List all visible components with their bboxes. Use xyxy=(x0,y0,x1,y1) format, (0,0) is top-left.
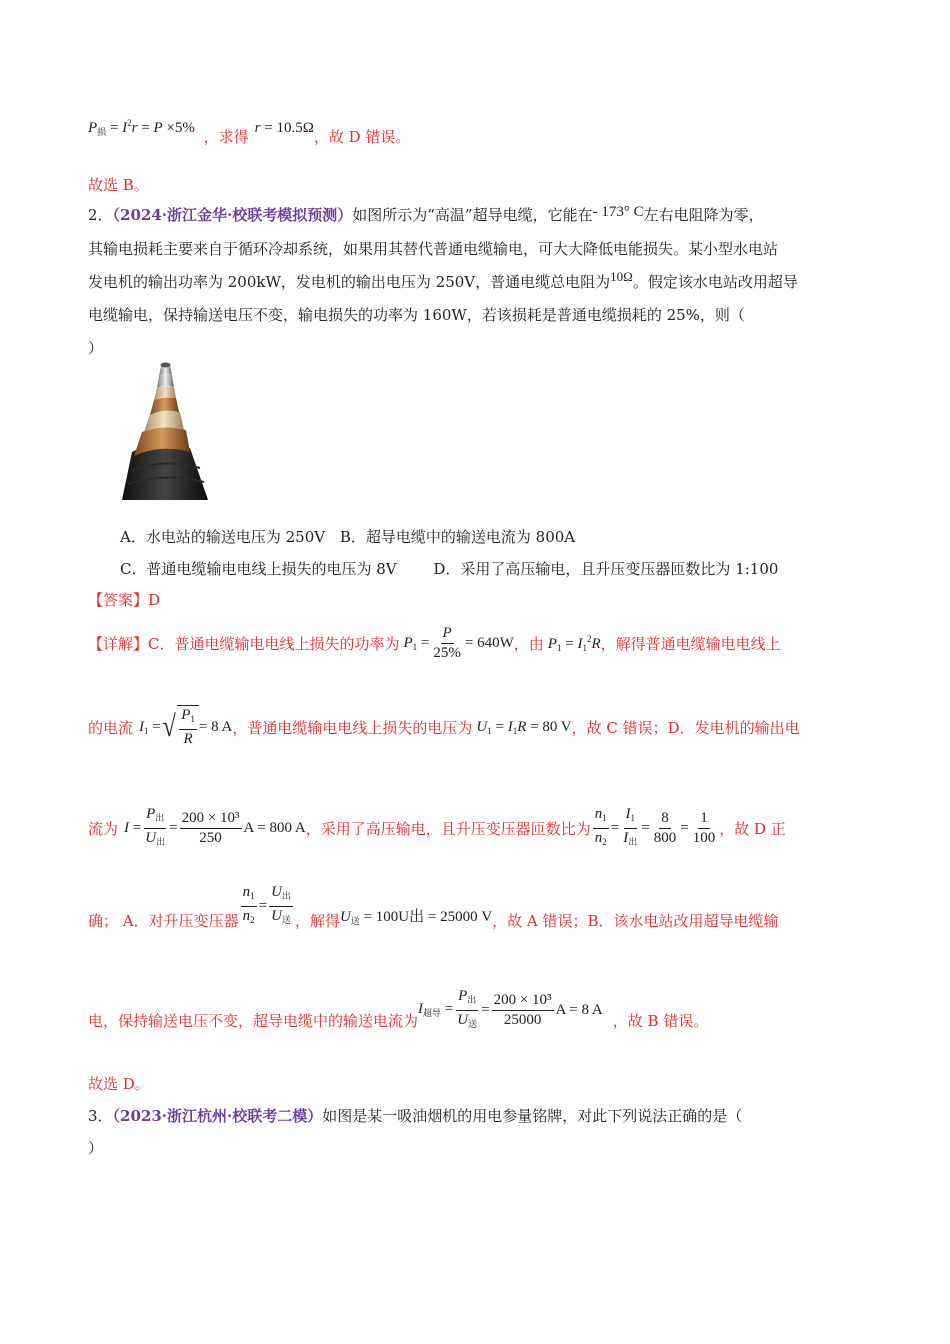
q2-line2: 其输电损耗主要来自于循环冷却系统，如果用其替代普通电缆输电，可大大降低电能损失。某小型水电站 xyxy=(88,240,779,258)
detail-eq: 800 xyxy=(653,829,677,846)
option-b[interactable]: B．超导电缆中的输送电流为 800A xyxy=(339,528,576,546)
answer-label: 【答案】 xyxy=(88,591,149,609)
detail-eq: 200 × 10³ xyxy=(492,991,554,1011)
detail-text: 电，保持输送电压不变，超导电缆中的输送电流为 xyxy=(88,1011,419,1030)
option-d[interactable]: D．采用了高压输电，且升压变压器匝数比为 1:100 xyxy=(433,560,779,578)
detail-text: ，故 C 错误；D．发电机的输出电 xyxy=(571,718,800,737)
detail-text: ，故 B 错误。 xyxy=(612,1011,709,1030)
q2-options-row2 xyxy=(120,557,778,581)
detail-eq: A = 8 A xyxy=(555,1001,603,1018)
detail-eq: 25000 xyxy=(503,1011,542,1028)
detail-line5: 电，保持输送电压不变，超导电缆中的输送电流为 $I_{超导}$ = $\frac{P_出}{U_送}$ = $\frac{\text{200 × 10³}}{25000}$ A = 8 A ，故 B 错误。 xyxy=(88,987,709,1030)
q2-text: 如图所示为“高温”超导电缆，它能在 xyxy=(352,206,593,224)
detail-text: ，由 xyxy=(513,634,544,653)
detail-text: ，故 D 正 xyxy=(719,819,786,838)
q3-line2: ） xyxy=(88,1139,104,1157)
detail-line3: 流为 I = $\frac{P_出}{U_出}$ = $\frac{\text{200 × 10³}}{250}$ A = 800 A ，采用了高压输电，且升压变压器匝数比为 $\frac{n_1}{n_2}$ = $\frac{I_1}{I_出}$ = $\frac{8}{800}$ = $\frac{1}{100}$ ，故 D 正 xyxy=(88,805,786,847)
detail-text: 确； A．对升压变压器 xyxy=(88,911,239,930)
detail-eq: 200 × 10³ xyxy=(180,809,242,829)
q3-text: 如图是某一吸油烟机的用电参量铭牌，对此下列说法正确的是（ xyxy=(322,1107,743,1125)
q2-options-row1 xyxy=(120,525,575,549)
detail-eq: = 100U出 = 25000 V xyxy=(363,909,493,925)
detail-line4: 确； A．对升压变压器 $\frac{n_1}{n_2}$ = $\frac{U_出}{U_送}$ ，解得 $U_送 = 100U$出 = 25000 V ，故 A 错误；B．该水电站改用超导电缆输 xyxy=(88,883,779,930)
detail-eq: 1 xyxy=(698,809,710,829)
detail-eq: 8 xyxy=(659,809,671,829)
q2-line4: 电缆输电，保持输送电压不变，输电损失的功率为 160W，若该损耗是普通电缆损耗的 25%，则（ xyxy=(88,306,745,324)
q2-text: 左右电阻降为零， xyxy=(643,206,764,224)
q2-line1 xyxy=(88,203,764,227)
q2-text: 。假定该水电站改用超导 xyxy=(632,273,798,291)
detail-text: 的电流 xyxy=(88,718,134,737)
q2-temp: - 173° C xyxy=(592,204,644,220)
detail-text: ，采用了高压输电，且升压变压器匝数比为 xyxy=(305,819,591,838)
prev-formula: $P_损 = I^2r = P \times 5\%$ ，求得 r = 10.5Ω，故 D 错误。 xyxy=(88,118,411,146)
prev-choose: 故选 B。 xyxy=(88,176,149,194)
q2-line3 xyxy=(88,270,798,294)
option-a[interactable]: A．水电站的输送电压为 250V xyxy=(120,528,326,546)
detail-eq: 640W xyxy=(477,634,514,651)
answer xyxy=(88,588,160,612)
detail-eq: 8 A xyxy=(211,718,233,735)
detail-text: ，故 A 错误；B．该水电站改用超导电缆输 xyxy=(492,911,779,930)
q2-resistance: 10Ω xyxy=(610,269,633,284)
prev-text1: ，求得 xyxy=(203,128,249,146)
prev-text2: ，故 D 错误。 xyxy=(313,128,411,146)
detail-eq: 100 xyxy=(692,829,716,846)
detail-eq: A = 800 A xyxy=(243,819,306,836)
detail-text: ，解得普通电缆输电电线上 xyxy=(600,634,781,653)
detail-line1: 【详解】 C．普通电缆输电电线上损失的功率为 $P_1$ = $\frac{P}{25\%}$ = 640W ，由 $P_1 = I_1^2R$ ，解得普通电缆输电电线上 xyxy=(88,624,781,661)
q3-source: （2023·浙江杭州·校联考二模） xyxy=(112,1107,323,1125)
detail-text: ，普通电缆输电电线上损失的电压为 xyxy=(232,718,473,737)
detail-eq: 250 xyxy=(199,829,222,846)
q2-source: （2024·浙江金华·校联考模拟预测） xyxy=(112,206,353,224)
cable-image xyxy=(120,360,210,500)
q2-number: 2． xyxy=(88,206,113,224)
detail-line2: 的电流 $I_1$ = √ $\frac{P_1}{R}$ = 8 A ，普通电缆输电电线上损失的电压为 $U_1 = I_1R = 80$ V ，故 C 错误；D．发电机的输出电 xyxy=(88,707,800,747)
detail-label: 【详解】 xyxy=(88,634,149,653)
q3-number: 3． xyxy=(88,1107,113,1125)
q2-text: 发电机的输出功率为 200kW，发电机的输出电压为 250V，普通电缆总电阻为 xyxy=(88,273,611,291)
answer-value: D xyxy=(148,591,161,609)
q2-choose: 故选 D。 xyxy=(88,1075,150,1093)
detail-text: ，解得 xyxy=(294,911,340,930)
q2-line5: ） xyxy=(88,339,104,357)
detail-text: 流为 xyxy=(88,819,119,838)
detail-text: C．普通电缆输电电线上损失的功率为 xyxy=(148,634,400,653)
q3-line1 xyxy=(88,1104,742,1128)
option-c[interactable]: C．普通电缆输电电线上损失的电压为 8V xyxy=(120,560,397,578)
